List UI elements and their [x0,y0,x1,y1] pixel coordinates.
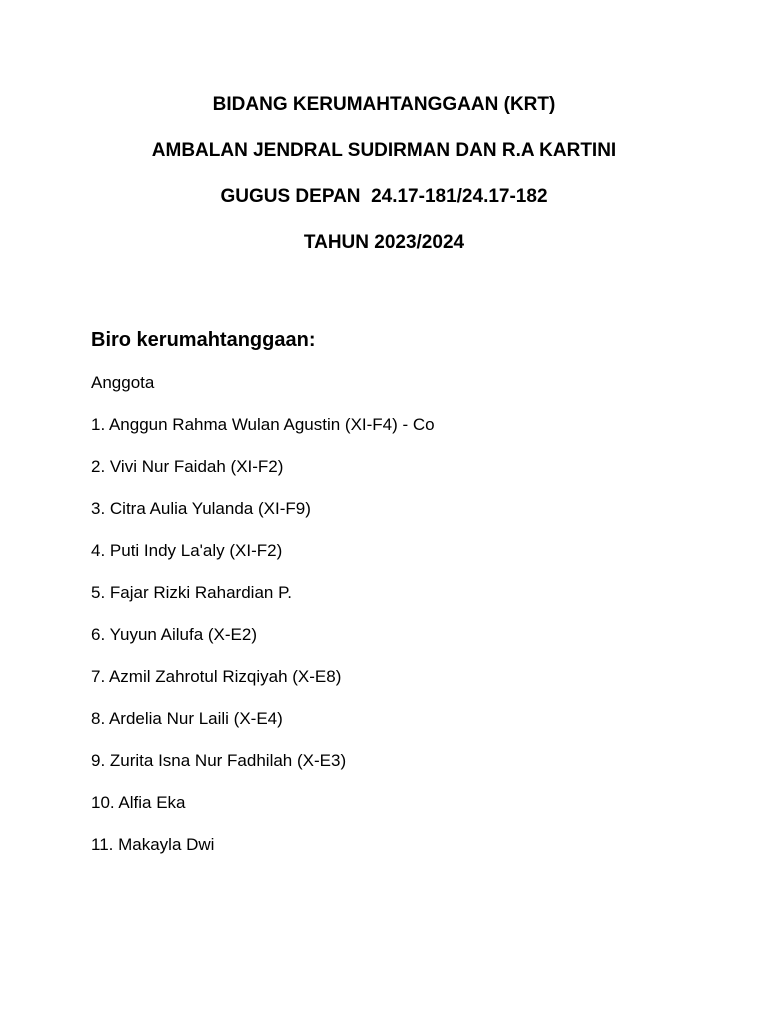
heading-gugus-depan: GUGUS DEPAN 24.17-181/24.17-182 [220,186,548,207]
list-item: 11. Makayla Dwi [91,835,215,854]
list-item: 3. Citra Aulia Yulanda (XI-F9) [91,499,311,518]
heading-division: BIDANG KERUMAHTANGGAAN (KRT) [212,94,556,115]
list-item: 5. Fajar Rizki Rahardian P. [91,583,292,602]
list-item: 10. Alfia Eka [91,793,186,812]
list-item: 4. Puti Indy La'aly (XI-F2) [91,541,283,560]
section-title: Biro kerumahtanggaan: [91,329,316,351]
member-list [91,414,435,876]
heading-ambalan: AMBALAN JENDRAL SUDIRMAN DAN R.A KARTINI [151,140,617,161]
list-item: 6. Yuyun Ailufa (X-E2) [91,625,258,644]
heading-year: TAHUN 2023/2024 [303,232,465,253]
members-label: Anggota [91,373,155,392]
list-item: 8. Ardelia Nur Laili (X-E4) [91,709,283,728]
list-item: 7. Azmil Zahrotul Rizqiyah (X-E8) [91,667,342,686]
document-heading [0,93,768,277]
list-item: 2. Vivi Nur Faidah (XI-F2) [91,457,284,476]
list-item: 1. Anggun Rahma Wulan Agustin (XI-F4) - Co [91,415,435,434]
list-item: 9. Zurita Isna Nur Fadhilah (X-E3) [91,751,347,770]
